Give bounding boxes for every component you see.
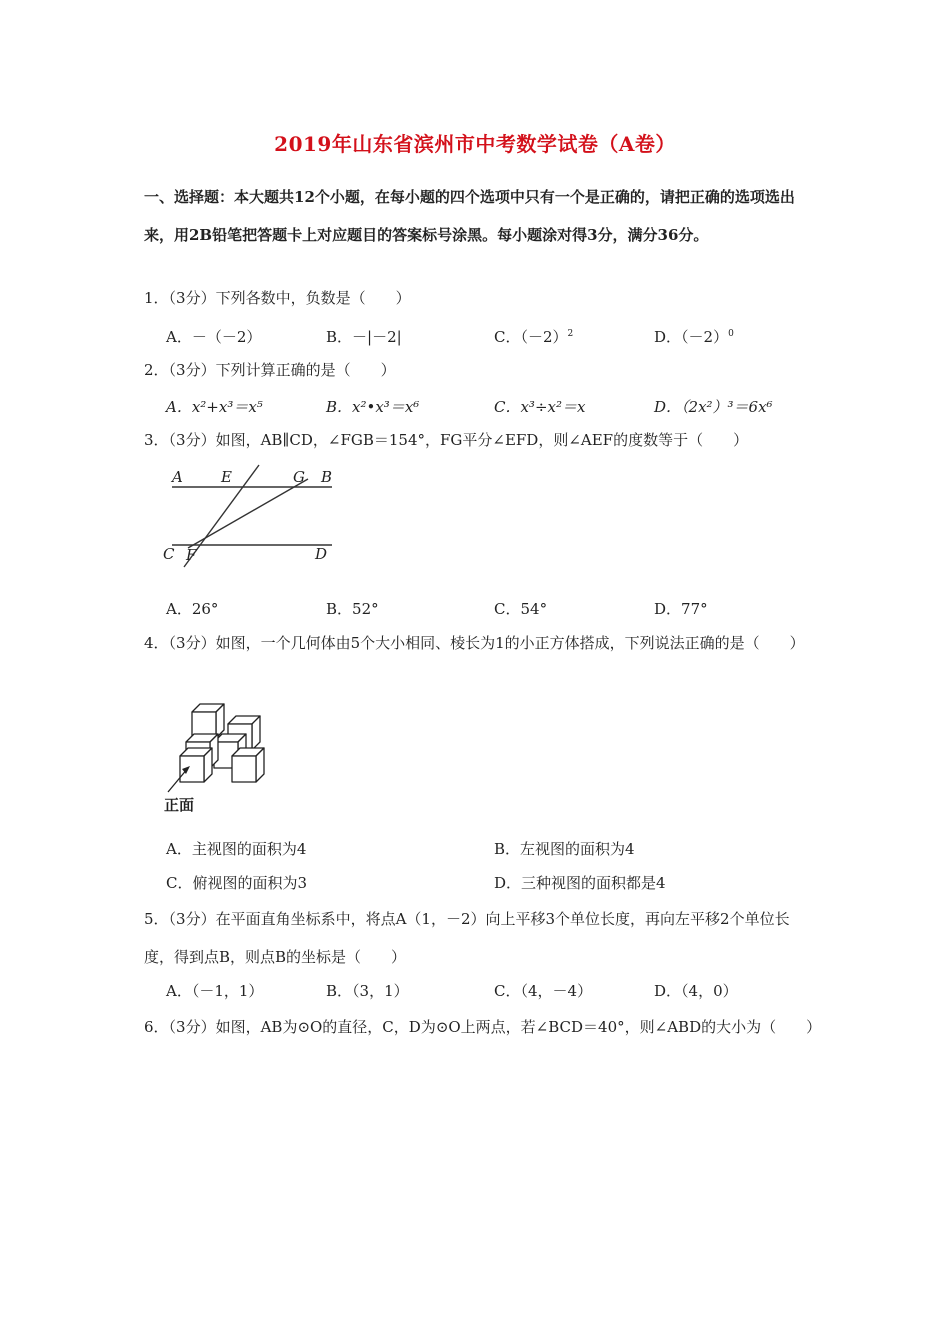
question-2-stem: 2．（3分）下列计算正确的是（ ）: [144, 361, 396, 379]
q2-option-c: C．x³÷x²＝x: [494, 398, 586, 416]
q5-option-d: D．（4，0）: [654, 982, 738, 1000]
q3-option-d: D．77°: [654, 600, 708, 618]
question-3-figure: [160, 462, 350, 574]
q1-option-a: A．－（－2）: [166, 328, 262, 346]
q3-option-a: A．26°: [166, 600, 219, 618]
question-5-options: [166, 980, 816, 1010]
q1-option-c-exponent: 2: [567, 329, 574, 339]
question-4-options-row1: [166, 838, 816, 868]
q2-option-a: A．x²+x³＝x⁵: [166, 398, 263, 416]
question-3-stem: 3．（3分）如图，AB∥CD，∠FGB＝154°，FG平分∠EFD，则∠AEF的度数等于（ ）: [144, 431, 749, 449]
section-heading: 一、选择题：本大题共12个小题，在每小题的四个选项中只有一个是正确的，请把正确的选项选出来，用2B铅笔把答题卡上对应题目的答案标号涂黑。每小题涂对得3分，满分36分。: [144, 188, 795, 244]
q3-option-b: B．52°: [326, 600, 379, 618]
question-1-stem: 1．（3分）下列各数中，负数是（ ）: [144, 289, 411, 307]
label-f: F: [186, 546, 197, 564]
q3-option-c: C．54°: [494, 600, 548, 618]
label-d: D: [315, 545, 328, 563]
label-b: B: [321, 468, 333, 486]
q4-option-b: B．左视图的面积为4: [494, 840, 635, 858]
line-fg: [188, 479, 308, 548]
q1-option-c: [494, 326, 573, 347]
q1-option-b: B．－|－2|: [326, 328, 402, 346]
q1-option-c-text: C．（－2）: [494, 328, 568, 346]
q2-option-b: B．x²•x³＝x⁶: [326, 398, 420, 416]
q1-option-d-exponent: 0: [728, 329, 734, 339]
q1-option-d-text: D．（－2）: [654, 328, 729, 346]
q5-option-c: C．（4，－4）: [494, 982, 593, 1000]
label-e: E: [221, 468, 232, 486]
question-4-figure: [160, 696, 300, 816]
question-5-stem: 5．（3分）在平面直角坐标系中，将点A（1，－2）向上平移3个单位长度，再向左平移2个单位长度，得到点B，则点B的坐标是（ ）: [144, 910, 790, 966]
q5-option-a: A．（－1，1）: [166, 982, 264, 1000]
question-4-stem: 4．（3分）如图，一个几何体由5个大小相同、棱长为1的小正方体搭成，下列说法正确的是（ ）: [144, 634, 805, 652]
q4-option-a: A．主视图的面积为4: [166, 840, 307, 858]
q2-option-d: D．（2x²）³＝6x⁶: [654, 398, 773, 416]
page-title: 2019年山东省滨州市中考数学试卷（A卷）: [274, 132, 676, 156]
q4-option-c: C．俯视图的面积为3: [166, 874, 308, 892]
label-c: C: [163, 545, 175, 563]
question-6-stem: 6．（3分）如图，AB为⊙O的直径，C，D为⊙O上两点，若∠BCD＝40°，则∠ABD的大小为（ ）: [144, 1018, 822, 1036]
label-a: A: [172, 468, 183, 486]
q1-option-d: [654, 326, 734, 347]
q5-option-b: B．（3，1）: [326, 982, 409, 1000]
label-g: G: [293, 468, 305, 486]
front-label: 正面: [164, 796, 195, 814]
question-4-options-row2: [166, 872, 816, 902]
q4-option-d: D．三种视图的面积都是4: [494, 874, 666, 892]
